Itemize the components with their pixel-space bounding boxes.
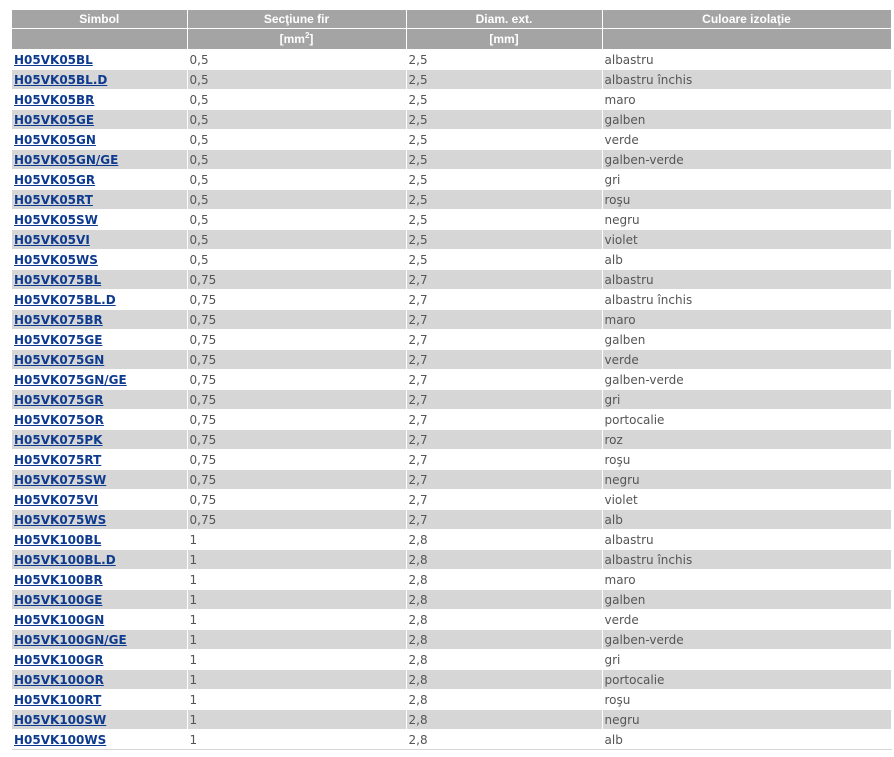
cell-symbol (12, 470, 187, 490)
product-symbol-link[interactable]: H05VK05WS (14, 252, 98, 267)
product-table-container (12, 10, 891, 750)
header-units-row (12, 29, 891, 50)
table-row (12, 350, 891, 370)
cell-diameter: 2,5 (406, 250, 602, 270)
cell-symbol (12, 150, 187, 170)
table-row (12, 90, 891, 110)
cell-color: galben (602, 590, 891, 610)
cell-color: roz (602, 430, 891, 450)
cell-diameter: 2,5 (406, 90, 602, 110)
cell-section: 0,5 (187, 130, 406, 150)
cell-symbol (12, 390, 187, 410)
cell-symbol (12, 70, 187, 90)
cell-diameter: 2,8 (406, 610, 602, 630)
cell-diameter: 2,8 (406, 570, 602, 590)
cell-color: alb (602, 510, 891, 530)
cell-section: 0,5 (187, 70, 406, 90)
header-diameter-unit: [mm] (406, 29, 602, 50)
header-symbol: Simbol (12, 10, 187, 29)
product-symbol-link[interactable]: H05VK075BL.D (14, 292, 116, 307)
cell-diameter: 2,7 (406, 270, 602, 290)
cell-section: 0,5 (187, 150, 406, 170)
product-symbol-link[interactable]: H05VK075OR (14, 412, 104, 427)
product-symbol-link[interactable]: H05VK100WS (14, 732, 107, 747)
cell-color: albastru (602, 50, 891, 70)
product-symbol-link[interactable]: H05VK075BL (14, 272, 102, 287)
cell-color: gri (602, 170, 891, 190)
cell-color: galben-verde (602, 630, 891, 650)
table-row (12, 470, 891, 490)
cell-section: 0,5 (187, 210, 406, 230)
cell-symbol (12, 670, 187, 690)
cell-symbol (12, 250, 187, 270)
cell-symbol (12, 370, 187, 390)
cell-diameter: 2,5 (406, 70, 602, 90)
cell-diameter: 2,5 (406, 50, 602, 70)
cell-symbol (12, 570, 187, 590)
product-symbol-link[interactable]: H05VK100BL (14, 532, 102, 547)
cell-color: maro (602, 310, 891, 330)
table-row (12, 610, 891, 630)
table-row (12, 510, 891, 530)
cell-color: verde (602, 130, 891, 150)
cell-color: albastru (602, 270, 891, 290)
product-symbol-link[interactable]: H05VK100SW (14, 712, 107, 727)
cell-color: gri (602, 390, 891, 410)
table-row (12, 330, 891, 350)
product-symbol-link[interactable]: H05VK100GN/GE (14, 632, 127, 647)
cell-color: albastru închis (602, 550, 891, 570)
cell-diameter: 2,7 (406, 350, 602, 370)
cell-diameter: 2,7 (406, 310, 602, 330)
cell-diameter: 2,5 (406, 150, 602, 170)
cell-diameter: 2,7 (406, 290, 602, 310)
cell-color: albastru închis (602, 290, 891, 310)
cell-section: 0,5 (187, 250, 406, 270)
cell-color: galben-verde (602, 370, 891, 390)
cell-color: verde (602, 350, 891, 370)
cell-symbol (12, 330, 187, 350)
cell-diameter: 2,8 (406, 690, 602, 710)
cell-section: 0,75 (187, 410, 406, 430)
product-symbol-link[interactable]: H05VK05GR (14, 172, 96, 187)
cell-diameter: 2,5 (406, 110, 602, 130)
cell-section: 1 (187, 590, 406, 610)
cell-section: 1 (187, 570, 406, 590)
product-symbol-link[interactable]: H05VK05VI (14, 232, 90, 247)
product-symbol-link[interactable]: H05VK05SW (14, 212, 98, 227)
cell-color: albastru (602, 530, 891, 550)
cell-diameter: 2,8 (406, 590, 602, 610)
product-symbol-link[interactable]: H05VK075VI (14, 492, 99, 507)
product-symbol-link[interactable]: H05VK075GR (14, 392, 104, 407)
table-row (12, 730, 891, 750)
cell-symbol (12, 590, 187, 610)
cell-section: 0,5 (187, 90, 406, 110)
cell-symbol (12, 450, 187, 470)
table-row (12, 190, 891, 210)
cell-diameter: 2,7 (406, 450, 602, 470)
cell-diameter: 2,5 (406, 130, 602, 150)
table-row (12, 50, 891, 70)
cell-color: portocalie (602, 670, 891, 690)
product-symbol-link[interactable]: H05VK075BR (14, 312, 103, 327)
cell-diameter: 2,8 (406, 670, 602, 690)
product-table (12, 10, 892, 750)
cell-color: maro (602, 570, 891, 590)
cell-section: 1 (187, 670, 406, 690)
cell-symbol (12, 350, 187, 370)
table-row (12, 270, 891, 290)
product-symbol-link[interactable]: H05VK05BR (14, 92, 95, 107)
product-symbol-link[interactable]: H05VK075GN/GE (14, 372, 127, 387)
cell-symbol (12, 690, 187, 710)
table-row (12, 170, 891, 190)
table-row (12, 690, 891, 710)
cell-symbol (12, 430, 187, 450)
cell-diameter: 2,5 (406, 170, 602, 190)
header-symbol-unit (12, 29, 187, 50)
cell-color: negru (602, 470, 891, 490)
product-symbol-link[interactable]: H05VK100GE (14, 592, 103, 607)
cell-color: negru (602, 210, 891, 230)
cell-section: 0,75 (187, 350, 406, 370)
cell-diameter: 2,7 (406, 510, 602, 530)
cell-symbol (12, 190, 187, 210)
cell-section: 1 (187, 610, 406, 630)
product-symbol-link[interactable]: H05VK075SW (14, 472, 107, 487)
table-row (12, 710, 891, 730)
cell-section: 1 (187, 530, 406, 550)
product-symbol-link[interactable]: H05VK075RT (14, 452, 102, 467)
cell-diameter: 2,8 (406, 550, 602, 570)
header-color-unit (602, 29, 891, 50)
product-symbol-link[interactable]: H05VK05GE (14, 112, 95, 127)
cell-color: albastru închis (602, 70, 891, 90)
cell-symbol (12, 50, 187, 70)
table-row (12, 430, 891, 450)
cell-section: 0,75 (187, 430, 406, 450)
product-symbol-link[interactable]: H05VK05GN (14, 132, 96, 147)
cell-section: 0,75 (187, 450, 406, 470)
table-row (12, 650, 891, 670)
product-symbol-link[interactable]: H05VK100GR (14, 652, 104, 667)
product-symbol-link[interactable]: H05VK100BR (14, 572, 103, 587)
cell-symbol (12, 210, 187, 230)
cell-symbol (12, 270, 187, 290)
product-symbol-link[interactable]: H05VK075GN (14, 352, 105, 367)
table-row (12, 490, 891, 510)
table-row (12, 530, 891, 550)
cell-symbol (12, 130, 187, 150)
cell-section: 1 (187, 550, 406, 570)
table-row (12, 70, 891, 90)
product-symbol-link[interactable]: H05VK05BL (14, 52, 93, 67)
cell-section: 1 (187, 690, 406, 710)
table-row (12, 590, 891, 610)
header-section-unit (187, 29, 406, 50)
cell-color: galben (602, 330, 891, 350)
cell-diameter: 2,5 (406, 230, 602, 250)
cell-section: 1 (187, 710, 406, 730)
cell-section: 0,75 (187, 270, 406, 290)
section-unit-end: ] (309, 32, 314, 46)
cell-section: 0,75 (187, 470, 406, 490)
header-section: Secţiune fir (187, 10, 406, 29)
cell-symbol (12, 730, 187, 750)
cell-color: roşu (602, 190, 891, 210)
header-row (12, 10, 891, 29)
cell-diameter: 2,5 (406, 210, 602, 230)
table-row (12, 570, 891, 590)
cell-diameter: 2,7 (406, 410, 602, 430)
cell-symbol (12, 510, 187, 530)
product-symbol-link[interactable]: H05VK05BL.D (14, 72, 108, 87)
cell-color: alb (602, 250, 891, 270)
table-row (12, 450, 891, 470)
table-row (12, 110, 891, 130)
cell-symbol (12, 290, 187, 310)
cell-color: galben (602, 110, 891, 130)
cell-symbol (12, 310, 187, 330)
cell-color: violet (602, 490, 891, 510)
cell-diameter: 2,8 (406, 630, 602, 650)
product-symbol-link[interactable]: H05VK05RT (14, 192, 93, 207)
product-symbol-link[interactable]: H05VK100BL.D (14, 552, 116, 567)
cell-section: 0,75 (187, 490, 406, 510)
table-row (12, 290, 891, 310)
cell-diameter: 2,7 (406, 490, 602, 510)
product-symbol-link[interactable]: H05VK075GE (14, 332, 103, 347)
product-symbol-link[interactable]: H05VK075WS (14, 512, 107, 527)
cell-section: 0,5 (187, 230, 406, 250)
cell-diameter: 2,7 (406, 390, 602, 410)
cell-section: 0,5 (187, 190, 406, 210)
cell-symbol (12, 110, 187, 130)
table-row (12, 130, 891, 150)
cell-symbol (12, 530, 187, 550)
cell-symbol (12, 90, 187, 110)
cell-symbol (12, 630, 187, 650)
section-unit-sup: 2 (304, 31, 310, 40)
cell-section: 1 (187, 630, 406, 650)
table-row (12, 250, 891, 270)
product-symbol-link[interactable]: H05VK100RT (14, 692, 102, 707)
cell-diameter: 2,7 (406, 370, 602, 390)
table-row (12, 310, 891, 330)
cell-section: 0,75 (187, 510, 406, 530)
cell-diameter: 2,7 (406, 330, 602, 350)
cell-color: alb (602, 730, 891, 750)
cell-color: violet (602, 230, 891, 250)
cell-section: 0,5 (187, 50, 406, 70)
table-row (12, 630, 891, 650)
table-row (12, 210, 891, 230)
table-row (12, 670, 891, 690)
cell-section: 1 (187, 730, 406, 750)
cell-section: 0,75 (187, 310, 406, 330)
cell-color: maro (602, 90, 891, 110)
cell-section: 1 (187, 650, 406, 670)
cell-section: 0,75 (187, 390, 406, 410)
cell-color: verde (602, 610, 891, 630)
product-symbol-link[interactable]: H05VK100GN (14, 612, 105, 627)
cell-symbol (12, 230, 187, 250)
product-symbol-link[interactable]: H05VK05GN/GE (14, 152, 119, 167)
cell-color: portocalie (602, 410, 891, 430)
section-unit-base: [mm (279, 32, 305, 46)
cell-color: roşu (602, 690, 891, 710)
cell-section: 0,75 (187, 370, 406, 390)
cell-symbol (12, 170, 187, 190)
cell-diameter: 2,8 (406, 710, 602, 730)
cell-diameter: 2,8 (406, 650, 602, 670)
cell-diameter: 2,8 (406, 730, 602, 750)
table-row (12, 550, 891, 570)
table-header (12, 10, 891, 50)
table-body (12, 50, 891, 750)
cell-symbol (12, 550, 187, 570)
table-row (12, 370, 891, 390)
cell-symbol (12, 410, 187, 430)
cell-section: 0,75 (187, 330, 406, 350)
cell-color: negru (602, 710, 891, 730)
product-symbol-link[interactable]: H05VK075PK (14, 432, 103, 447)
cell-symbol (12, 650, 187, 670)
cell-color: galben-verde (602, 150, 891, 170)
cell-section: 0,75 (187, 290, 406, 310)
cell-symbol (12, 710, 187, 730)
cell-color: roşu (602, 450, 891, 470)
table-row (12, 410, 891, 430)
cell-diameter: 2,5 (406, 190, 602, 210)
header-color: Culoare izolaţie (602, 10, 891, 29)
table-row (12, 150, 891, 170)
cell-color: gri (602, 650, 891, 670)
product-symbol-link[interactable]: H05VK100OR (14, 672, 104, 687)
cell-section: 0,5 (187, 110, 406, 130)
table-row (12, 230, 891, 250)
cell-section: 0,5 (187, 170, 406, 190)
cell-diameter: 2,7 (406, 430, 602, 450)
cell-symbol (12, 490, 187, 510)
table-row (12, 390, 891, 410)
header-diameter: Diam. ext. (406, 10, 602, 29)
cell-diameter: 2,8 (406, 530, 602, 550)
cell-diameter: 2,7 (406, 470, 602, 490)
cell-symbol (12, 610, 187, 630)
